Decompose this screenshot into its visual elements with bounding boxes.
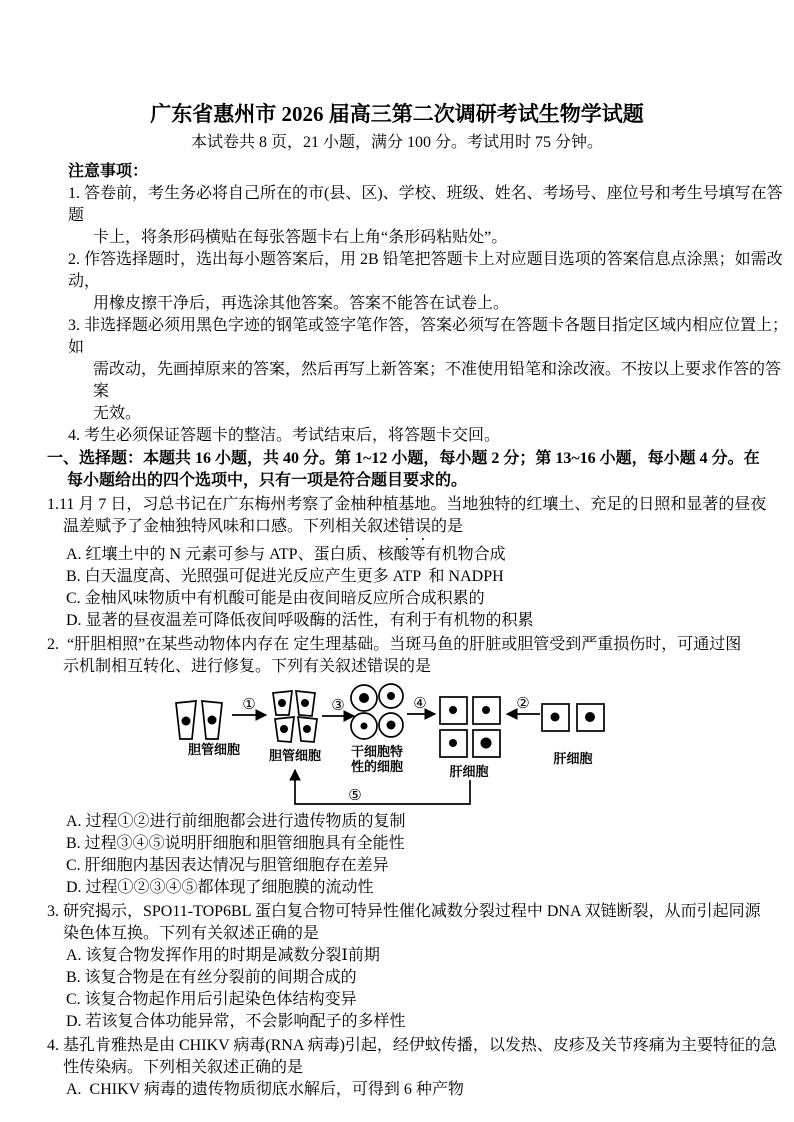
- diagram-step-5: ⑤: [348, 786, 362, 804]
- section-header-line-1: 一、选择题：本题共 16 小题，共 40 分。第 1~12 小题，每小题 2 分；第 13~16 小题，每小题 4 分。在: [47, 450, 760, 467]
- bile-duct-cells-group-2: [273, 691, 317, 742]
- page-subtitle: 本试卷共 8 页，21 小题，满分 100 分。考试用时 75 分钟。: [190, 134, 603, 151]
- page-title: 广东省惠州市 2026 届高三第二次调研考试生物学试题: [150, 102, 644, 126]
- notice-3-line-3: 无效。: [93, 405, 142, 422]
- question-2-option-c: C. 肝细胞内基因表达情况与胆管细胞存在差异: [66, 857, 389, 874]
- question-3-stem-line-2: 染色体互换。下列有关叙述正确的是: [63, 925, 320, 942]
- diagram-label-bile-duct-cells-1: 胆管细胞: [187, 742, 241, 757]
- diagram-label-liver-cells-2: 肝细胞: [553, 751, 593, 766]
- question-3-stem-line-1: 3. 研究揭示，SPO11-TOP6BL 蛋白复合物可特异性催化减数分裂过程中 DNA 双链断裂，从而引起同源: [47, 903, 761, 920]
- question-1-option-b: B. 白天温度高、光照强可促进光反应产生更多 ATP 和 NADPH: [66, 568, 504, 585]
- notice-4-line-1: 4. 考生必须保证答题卡的整洁。考试结束后，将答题卡交回。: [68, 427, 501, 444]
- diagram-label-bile-duct-cells-2: 胆管细胞: [268, 748, 322, 763]
- q2-diagram-svg: [148, 683, 648, 808]
- section-header-line-2: 每小题给出的四个选项中，只有一项是符合题目要求的。: [67, 472, 468, 489]
- question-3-option-b: B. 该复合物是在有丝分裂前的间期合成的: [66, 969, 357, 986]
- diagram-label-stem-cells-line-1: 干细胞特: [350, 744, 404, 759]
- question-2-stem-line-2: 示机制相互转化、进行修复。下列有关叙述错误的是: [63, 658, 432, 675]
- notice-3-line-2: 需改动，先画掉原来的答案，然后再写上新答案；不准使用铅笔和涂改液。不按以上要求作答的答案: [93, 361, 782, 400]
- bile-duct-cells-group-1: [176, 701, 222, 739]
- question-2: [0, 634, 794, 899]
- question-1: [0, 494, 794, 632]
- question-4-option-a: A. CHIKV 病毒的遗传物质彻底水解后，可得到 6 种产物: [66, 1081, 464, 1098]
- question-2-stem-line-1: 2. “肝胆相照”在某些动物体内存在 定生理基础。当斑马鱼的肝脏或胆管受到严重损伤时，可通过图: [47, 636, 742, 653]
- notice-item-4: [0, 425, 794, 447]
- diagram-step-4: ④: [413, 694, 427, 712]
- diagram-step-3: ③: [331, 696, 345, 714]
- question-1-stem-line-2: [63, 516, 794, 544]
- question-3-option-c: C. 该复合物起作用后引起染色体结构变异: [66, 991, 357, 1008]
- question-2-option-a: A. 过程①②进行前细胞都会进行遗传物质的复制: [66, 813, 406, 830]
- liver-cells-group-2: [542, 704, 604, 731]
- section-header: [0, 448, 794, 492]
- notice-3-line-1: 3. 非选择题必须用黑色字迹的钢笔或签字笔作答，答案必须写在答题卡各题目指定区域内相应位置上；如: [68, 317, 789, 356]
- diagram-label-stem-cells-line-2: 性的细胞: [350, 759, 404, 774]
- notice-item-2: [0, 249, 794, 315]
- notice-item-3: [0, 315, 794, 425]
- q1-stem2-pre: 温差赋予了金柚独特风味和口感。下列相关叙述: [63, 518, 400, 535]
- question-1-option-c: C. 金柚风味物质中有机酸可能是由夜间暗反应所合成积累的: [66, 590, 485, 607]
- q1-stem2-post: 的是: [431, 518, 464, 535]
- notice-1-line-2: 卡上，将条形码横贴在每张答题卡右上角“条形码粘贴处”。: [93, 229, 508, 246]
- question-3-option-d: D. 若该复合体功能异常，不会影响配子的多样性: [66, 1013, 406, 1030]
- notice-1-line-1: 1. 答卷前，考生务必将自己所在的市(县、区)、学校、班级、姓名、考场号、座位号和考生号填写在答题: [68, 185, 783, 224]
- diagram-step-1: ①: [242, 695, 256, 713]
- question-4: [0, 1035, 794, 1101]
- notice-item-1: [0, 183, 794, 249]
- diagram-step-2: ②: [516, 694, 530, 712]
- q2-cell-conversion-diagram: [148, 683, 794, 808]
- question-3-option-a: A. 该复合物发挥作用的时期是减数分裂Ⅰ前期: [66, 947, 380, 964]
- arrow-step-5: [295, 770, 470, 804]
- notice-2-line-1: 2. 作答选择题时，选出每小题答案后，用 2B 铅笔把答题卡上对应题目选项的答案信息点涂黑；如需改动，: [68, 251, 783, 290]
- question-4-stem-line-2: 性传染病。下列相关叙述正确的是: [63, 1059, 304, 1076]
- q1-stem2-emphasis: 错误: [399, 518, 432, 535]
- question-1-stem-line-1: 1.11 月 7 日，习总书记在广东梅州考察了金柚种植基地。当地独特的红壤土、充足的日照和显著的昼夜: [47, 496, 767, 513]
- question-2-option-d: D. 过程①②③④⑤都体现了细胞膜的流动性: [66, 879, 374, 896]
- liver-cells-group-1: [440, 697, 500, 757]
- diagram-label-liver-cells-1: 肝细胞: [449, 764, 489, 779]
- stem-like-cells-group: [351, 684, 403, 739]
- notice-2-line-2: 用橡皮擦干净后，再选涂其他答案。答案不能答在试卷上。: [93, 295, 510, 312]
- question-4-stem-line-1: 4. 基孔肯雅热是由 CHIKV 病毒(RNA 病毒)引起，经伊蚊传播，以发热、皮疹及关节疼痛为主要特征的急: [47, 1037, 777, 1054]
- question-1-option-a: A. 红壤土中的 N 元素可参与 ATP、蛋白质、核酸等有机物合成: [66, 546, 506, 563]
- question-1-option-d: D. 显著的昼夜温差可降低夜间呼吸酶的活性，有利于有机物的积累: [66, 612, 534, 629]
- notices-heading: 注意事项：: [68, 163, 149, 180]
- question-2-option-b: B. 过程③④⑤说明肝细胞和胆管细胞具有全能性: [66, 835, 405, 852]
- question-3: [0, 901, 794, 1033]
